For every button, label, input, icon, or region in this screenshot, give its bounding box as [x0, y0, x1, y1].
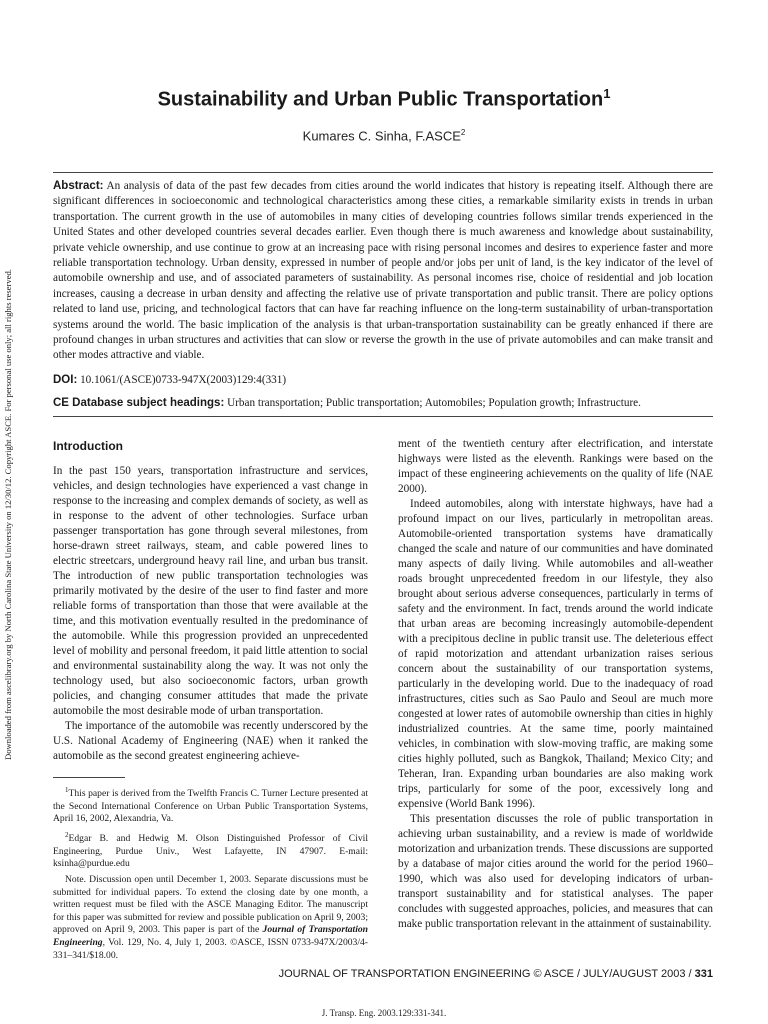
right-column — [398, 437, 713, 932]
abstract-block — [53, 179, 713, 364]
footnotes — [53, 784, 368, 962]
paragraph: The importance of the automobile was recently underscored by the U.S. National Academy of Engineering (NAE) when it ranked the automobile as the second greatest engineering achieve- — [53, 720, 368, 762]
paragraph: Indeed automobiles, along with interstate highways, have had a profound impact on our lives, particularly in metropolitan areas. Automobile-oriented transportation systems have dramatically changed the scale and nature of our communities and have dominated many aspects of daily living. While automobiles and all-weather roads brought unprecedented freedom in our lifestyle, they also brought about serious adverse consequences, particularly in terms of safety and the environment. In fact, trends around the world indicate that urban areas are becoming increasingly automobile-dependent with a precipitous decline in public transit use. The deleterious effect of rapid motorization and attendant urbanization raises serious concern about the sustainability of our transportation systems, particularly in the developing world. Due to the inadequacy of road infrastructures, cities such as Sao Paulo and Seoul are much more congested at lower rates of automobile ownership than cities in highly industrialized countries. At the same time, poorly maintained vehicles, in combination with slow-moving traffic, are making some cities highly polluted, such as Bangkok, Thailand; Mexico City; and Teheran, Iran. Expanding urban boundaries are also making work trips, particularly for some of the poor, excessively long and expensive (World Bank 1996). — [398, 498, 713, 810]
author-name: Kumares C. Sinha, F.ASCE — [302, 128, 461, 144]
top-divider — [53, 172, 713, 173]
footnote-2: $^2$Edgar B. and Hedwig M. Olson Distinguished Professor of Civil Engineering, Purdue Univ., West Lafayette, IN 47907. E-mail: ksinha@purdue.edu — [53, 830, 368, 870]
left-column — [53, 437, 368, 965]
bottom-divider — [53, 416, 713, 417]
footnote-divider — [53, 777, 125, 778]
footnote-note: Note. Discussion open until December 1, 2003. Separate discussions must be submitted for individual papers. To extend the closing date by one month, a written request must be filed with the ASCE Managing Editor. The manuscript for this paper was submitted for review and possible publication on April 9, 2003; approved on April 9, 2003. This paper is part of the Journal of Transportation Engineering, Vol. 129, No. 4, July 1, 2003. ©ASCE, ISSN 0733-947X/2003/4-331–341/$18.00. — [53, 873, 368, 961]
author-footnote-mark: 2 — [460, 128, 466, 137]
footnote-1: $^1$This paper is derived from the Twelfth Francis C. Turner Lecture presented at the Second International Conference on Urban Public Transportation Systems, April 16, 2002, Alexandria, Va. — [53, 786, 368, 825]
subject-headings-label: CE Database subject headings: — [53, 397, 225, 409]
paragraph: In the past 150 years, transportation infrastructure and services, vehicles, and design technologies have experienced a vast change in response to the increasing and complex demands of society, as well as in response to the advent of other technologies. Surface urban passenger transportation has gone through several milestones, from horse-drawn street railways, steam, and cable powered lines to electric streetcars, underground heavy rail line, and urban bus transit. The introduction of new public transportation technologies was primarily motivated by the desire of the user to find faster and more reliable forms of transportation than those that were available at the time, and this motivation eventually resulted in the predominance of the automobile. While this progression provided an unprecedented level of mobility and personal freedom, it paid little attention to social and environmental sustainability along the way. It was not only the technology used, but also socioeconomic factors, urban growth policies, and changing consumer attitudes that made the private automobile the most desirable mode of urban transportation. — [53, 465, 368, 717]
paper-title — [0, 86, 768, 112]
author-line — [0, 128, 768, 143]
page-number: 331 — [694, 968, 713, 980]
journal-footer — [53, 968, 713, 980]
abstract-label: Abstract: — [53, 180, 104, 192]
subject-headings-value: Urban transportation; Public transportation; Automobiles; Population growth; Infrastructure. — [227, 397, 641, 409]
journal-name: Journal of Transportation Engineering — [53, 924, 368, 948]
subject-headings-line — [53, 396, 713, 411]
paper-title-text: Sustainability and Urban Public Transportation — [157, 88, 604, 111]
doi-line — [53, 373, 713, 388]
paragraph: ment of the twentieth century after electrification, and interstate highways were listed as the eleventh. Rankings were based on the impact of these engineering achievements on the quality of life (NAE 2000). — [398, 438, 713, 495]
doi-value[interactable]: 10.1061/(ASCE)0733-947X(2003)129:4(331) — [80, 374, 287, 386]
section-heading-introduction: Introduction — [53, 439, 123, 453]
citation-line: J. Transp. Eng. 2003.129:331-341. — [321, 1008, 447, 1018]
journal-footer-text: JOURNAL OF TRANSPORTATION ENGINEERING © ASCE / JULY/AUGUST 2003 / — [278, 968, 695, 980]
abstract-text: An analysis of data of the past few decades from cities around the world indicates that history is repeating itself. Although there are significant differences in socioeconomic and technological characteristics among these cities, a remarkable similarity exists in trends in urban transportation. The current growth in the use of automobiles in many cities of developing countries follows similar trends experienced in the United States and other developed countries several decades earlier. Even though there is much awareness and knowledge about sustainability, private vehicle ownership, and use continue to grow at an increasing pace with rising personal incomes and desires to experience faster and more reliable transportation technology. Urban density, expressed in number of people and/or jobs per unit of land, is the key indicator of the level of automobile ownership and use, and of associated parameters of sustainability. As personal incomes rise, choice of residential and job location increases, causing a decrease in urban density and affecting the relative use of private transportation and public transit. There are policy options related to land use, pricing, and technological factors that can have far reaching influence on the long-term sustainability of urban-transportation systems around the world. The basic implication of the analysis is that urban-transportation sustainability can be greatly enhanced if there are profound changes in urban structures and activities that can slow or reverse the growth in the use of private automobiles and can make transit and other modes attractive and viable. — [53, 180, 713, 362]
title-footnote-mark: 1 — [603, 86, 611, 101]
download-notice-sidebar: Downloaded from ascelibrary.org by North Carolina State University on 12/30/12. Copyright ASCE. For personal use only; all rights reserved. — [3, 269, 13, 760]
doi-label: DOI: — [53, 374, 78, 386]
paragraph: This presentation discusses the role of public transportation in achieving urban sustainability, and a review is made of worldwide motorization and urbanization trends. These discussions are supported by a database of major cities around the world for the period 1960–1990, which was also used for developing indicators of urban-transport sustainability and for statistical analyses. The paper concludes with suggested approaches, policies, and measures that can make public transportation relevant in the attainment of sustainability. — [398, 813, 713, 930]
